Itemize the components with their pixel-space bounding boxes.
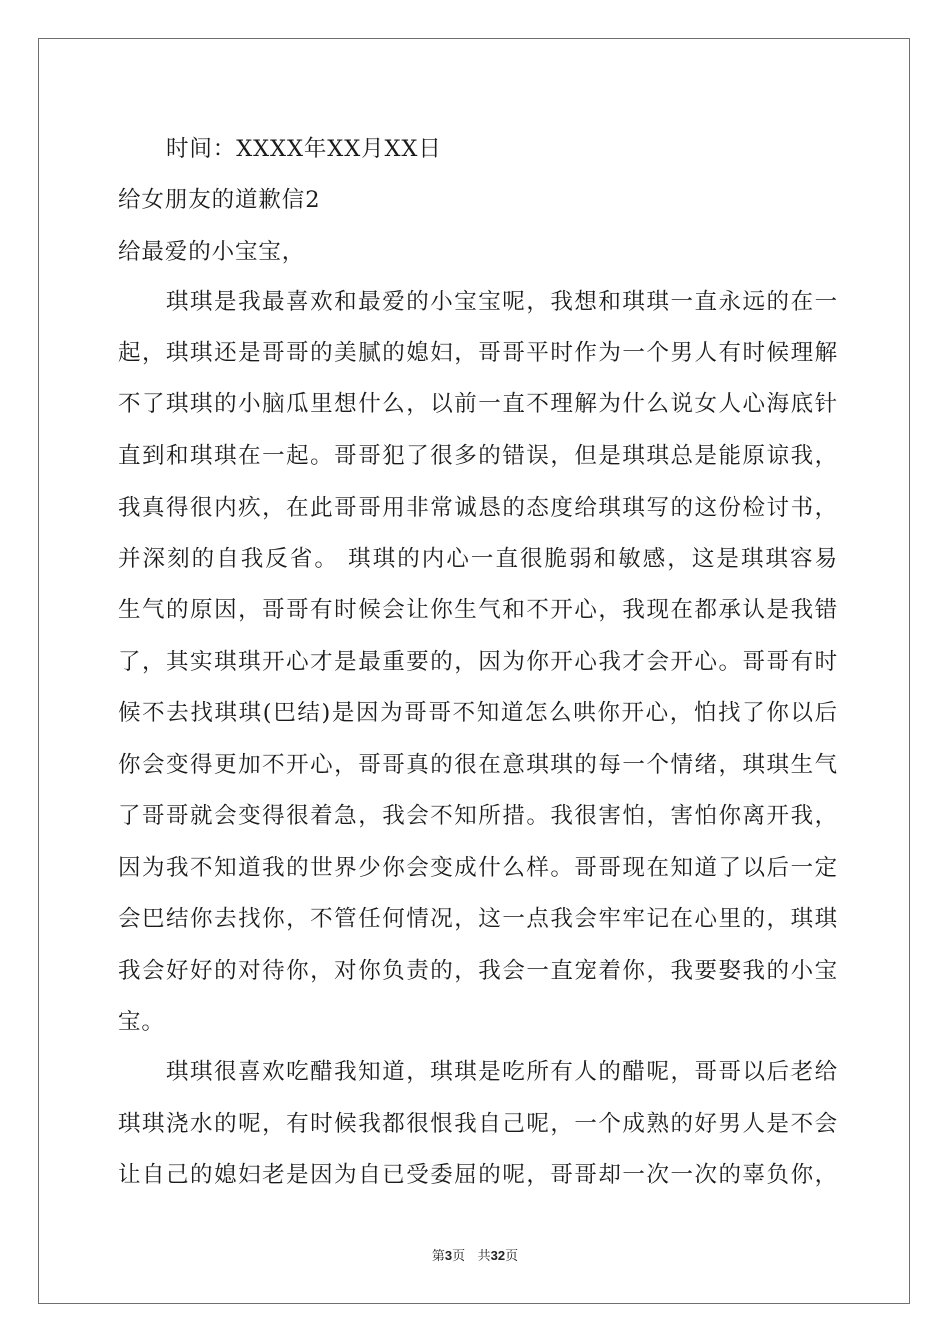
total-prefix: 共 (477, 1249, 491, 1264)
page-footer (0, 1245, 950, 1264)
paragraph1-line: 我真得很内疚，在此哥哥用非常诚恳的态度给琪琪写的这份检讨书， (118, 495, 838, 521)
paragraph1-line: 生气的原因，哥哥有时候会让你生气和不开心，我现在都承认是我错 (118, 597, 838, 623)
paragraph1-line: 起，琪琪还是哥哥的美腻的媳妇，哥哥平时作为一个男人有时候理解 (118, 340, 838, 366)
page-prefix: 第 (431, 1249, 445, 1264)
paragraph1-line: 候不去找琪琪(巴结)是因为哥哥不知道怎么哄你开心，怕找了你以后 (118, 700, 838, 726)
paragraph1-line: 因为我不知道我的世界少你会变成什么样。哥哥现在知道了以后一定 (118, 855, 838, 881)
letter-title: 给女朋友的道歉信2 (118, 187, 321, 213)
paragraph1-line: 了哥哥就会变得很着急，我会不知所措。我很害怕，害怕你离开我， (118, 803, 838, 829)
salutation: 给最爱的小宝宝， (118, 239, 306, 265)
paragraph2-line: 琪琪浇水的呢，有时候我都很恨我自己呢，一个成熟的好男人是不会 (118, 1111, 838, 1137)
paragraph1-line: 我会好好的对待你，对你负责的，我会一直宠着你，我要娶我的小宝 (118, 958, 838, 984)
paragraph1-line: 琪琪是我最喜欢和最爱的小宝宝呢，我想和琪琪一直永远的在一 (166, 289, 838, 315)
total-pages: 32 (490, 1248, 506, 1263)
paragraph2-line: 让自己的媳妇老是因为自已受委屈的呢，哥哥却一次一次的辜负你， (118, 1162, 838, 1188)
total-suffix: 页 (505, 1249, 519, 1264)
paragraph1-line: 你会变得更加不开心，哥哥真的很在意琪琪的每一个情绪，琪琪生气 (118, 752, 838, 778)
paragraph1-line: 直到和琪琪在一起。哥哥犯了很多的错误，但是琪琪总是能原谅我， (118, 443, 838, 469)
paragraph1-line: 会巴结你去找你，不管任何情况，这一点我会牢牢记在心里的，琪琪 (118, 906, 838, 932)
paragraph1-line: 宝。 (118, 1009, 165, 1035)
paragraph1-line: 并深刻的自我反省。 琪琪的内心一直很脆弱和敏感，这是琪琪容易 (118, 546, 838, 572)
page-suffix: 页 (452, 1249, 466, 1264)
date-line: 时间：XXXX年XX月XX日 (166, 136, 442, 162)
paragraph2-line: 琪琪很喜欢吃醋我知道，琪琪是吃所有人的醋呢，哥哥以后老给 (166, 1059, 838, 1085)
page-number: 3 (444, 1248, 453, 1263)
paragraph1-line: 了，其实琪琪开心才是最重要的，因为你开心我才会开心。哥哥有时 (118, 649, 838, 675)
paragraph1-line: 不了琪琪的小脑瓜里想什么，以前一直不理解为什么说女人心海底针 (118, 391, 838, 417)
